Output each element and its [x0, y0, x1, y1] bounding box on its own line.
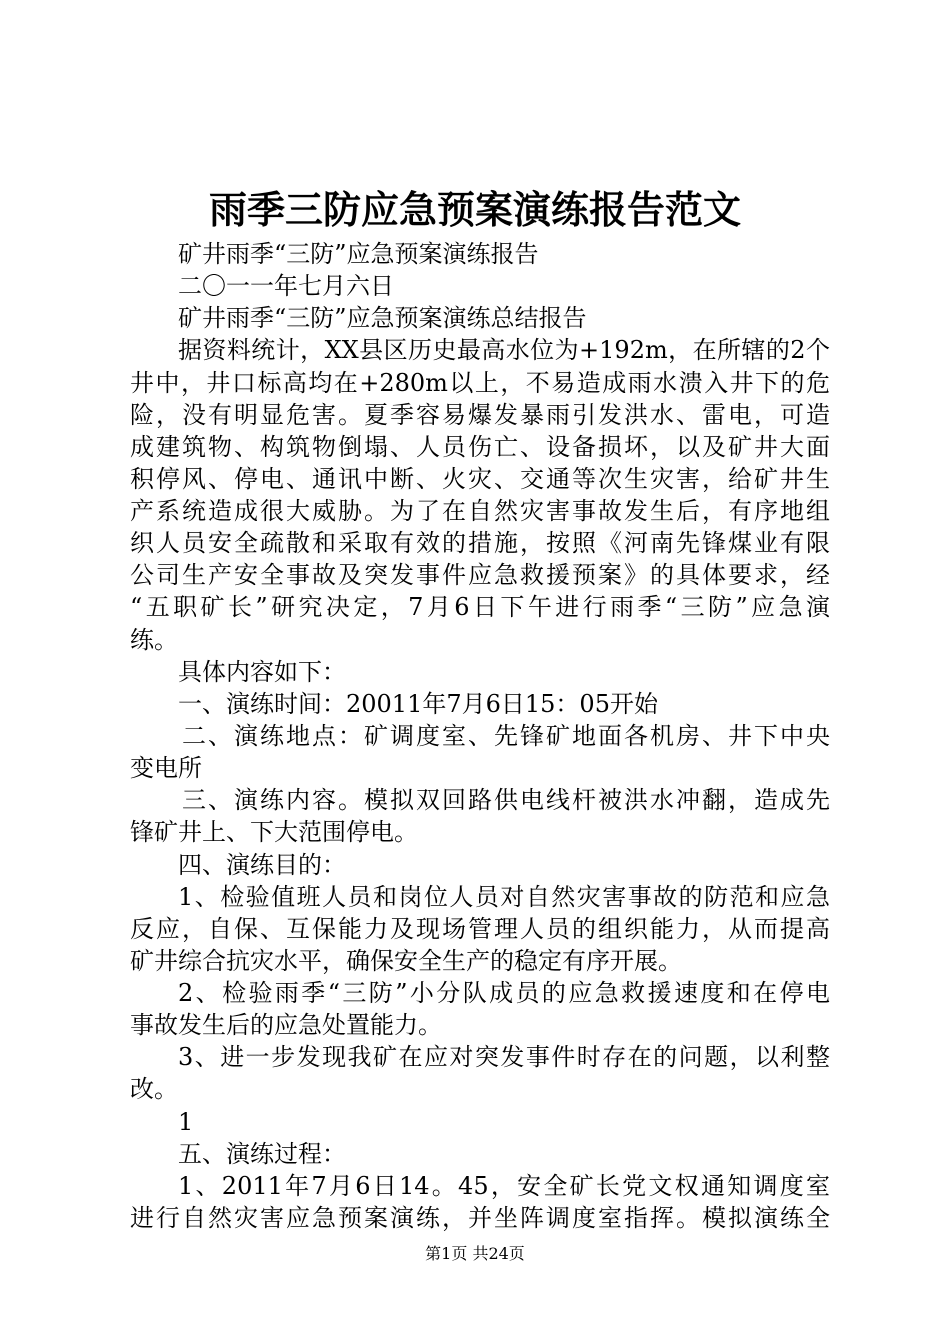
paragraph-line: “五职矿长”研究决定，7月6日下午进行雨季“三防”应急演	[130, 593, 830, 621]
paragraph-line: 1、检验值班人员和岗位人员对自然灾害事故的防范和应急	[178, 883, 830, 911]
paragraph-line: 险，没有明显危害。夏季容易爆发暴雨引发洪水、雷电，可造	[130, 401, 830, 429]
paragraph-line: 锋矿井上、下大范围停电。	[130, 818, 418, 846]
paragraph-line: 具体内容如下：	[178, 658, 346, 686]
paragraph-line: 练。	[130, 626, 178, 654]
paragraph-line: 积停风、停电、通讯中断、火灾、交通等次生灾害，给矿井生	[130, 465, 830, 493]
paragraph-line: 1、2011年7月6日14。45，安全矿长党文权通知调度室	[178, 1172, 830, 1200]
paragraph-line: 据资料统计，XX县区历史最高水位为+192m，在所辖的2个	[178, 336, 830, 364]
paragraph-line: 改。	[130, 1075, 178, 1103]
paragraph-line: 反应，自保、互保能力及现场管理人员的组织能力，从而提高	[130, 915, 830, 943]
paragraph-line: 井中，井口标高均在+280m以上，不易造成雨水溃入井下的危	[130, 369, 830, 397]
paragraph-line: 1	[178, 1108, 194, 1136]
page-footer: 第1页 共24页	[425, 1244, 525, 1263]
paragraph-line: 成建筑物、构筑物倒塌、人员伤亡、设备损坏，以及矿井大面	[130, 433, 830, 461]
paragraph-line: 一、演练时间：20011年7月6日15：05开始	[178, 690, 658, 718]
paragraph-line: 矿井综合抗灾水平，确保安全生产的稳定有序开展。	[130, 947, 682, 975]
paragraph-line: 二、演练地点：矿调度室、先锋矿地面各机房、井下中央	[182, 722, 830, 750]
subtitle-line: 矿井雨季“三防”应急预案演练报告	[178, 240, 539, 268]
document-title: 雨季三防应急预案演练报告范文	[208, 187, 741, 232]
paragraph-line: 3、进一步发现我矿在应对突发事件时存在的问题，以利整	[178, 1043, 830, 1071]
paragraph-line: 进行自然灾害应急预案演练，并坐阵调度室指挥。模拟演练全	[130, 1204, 830, 1232]
heading-line: 矿井雨季“三防”应急预案演练总结报告	[178, 304, 587, 332]
paragraph-line: 四、演练目的：	[178, 851, 346, 879]
paragraph-line: 五、演练过程：	[178, 1140, 346, 1168]
paragraph-line: 产系统造成很大威胁。为了在自然灾害事故发生后，有序地组	[130, 497, 830, 525]
paragraph-line: 三、演练内容。模拟双回路供电线杆被洪水冲翻，造成先	[182, 786, 830, 814]
paragraph-line: 公司生产安全事故及突发事件应急救援预案》的具体要求，经	[130, 561, 830, 589]
date-line: 二〇一一年七月六日	[178, 272, 394, 300]
paragraph-line: 变电所	[130, 754, 202, 782]
paragraph-line: 事故发生后的应急处置能力。	[130, 1011, 442, 1039]
paragraph-line: 2、检验雨季“三防”小分队成员的应急救援速度和在停电	[178, 979, 830, 1007]
paragraph-line: 织人员安全疏散和采取有效的措施，按照《河南先锋煤业有限	[130, 529, 830, 557]
